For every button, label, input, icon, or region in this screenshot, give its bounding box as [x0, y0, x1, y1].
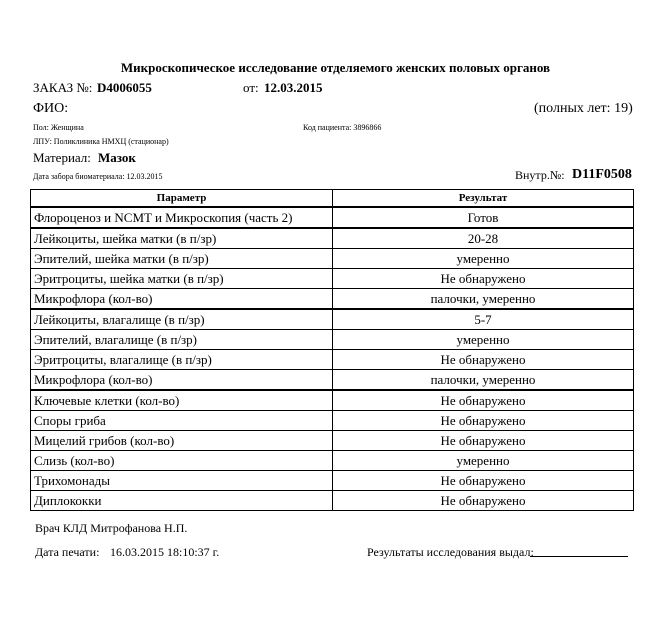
table-row — [31, 289, 634, 310]
param-cell: Микрофлора (кол-во) — [31, 370, 333, 391]
param-cell: Лейкоциты, влагалище (в п/зр) — [31, 309, 333, 330]
param-cell: Эпителий, влагалище (в п/зр) — [31, 330, 333, 350]
table-row — [31, 350, 634, 370]
result-cell: Готов — [333, 207, 634, 228]
result-cell: Не обнаружено — [333, 390, 634, 411]
param-cell: Эпителий, шейка матки (в п/зр) — [31, 249, 333, 269]
material-value: Мазок — [98, 150, 136, 165]
param-cell: Эритроциты, влагалище (в п/зр) — [31, 350, 333, 370]
table-header-row — [31, 190, 634, 208]
result-cell: палочки, умеренно — [333, 370, 634, 391]
signature-line — [530, 556, 628, 557]
table-row — [31, 249, 634, 269]
doctor-name: Врач КЛД Митрофанова Н.П. — [35, 521, 188, 535]
print-date-label: Дата печати: — [35, 545, 100, 559]
patient-age: (полных лет: 19) — [534, 101, 633, 116]
result-cell: умеренно — [333, 330, 634, 350]
column-header-result: Результат — [333, 190, 634, 208]
patient-code: Код пациента: 3896866 — [303, 123, 382, 132]
material-label: Материал: — [33, 150, 91, 165]
result-cell: Не обнаружено — [333, 491, 634, 511]
table-row — [31, 390, 634, 411]
param-cell: Микрофлора (кол-во) — [31, 289, 333, 310]
table-row — [31, 491, 634, 511]
order-label: ЗАКАЗ №: — [33, 80, 93, 95]
result-cell: умеренно — [333, 249, 634, 269]
param-cell: Диплококки — [31, 491, 333, 511]
clinic: ЛПУ: Поликлиника НМХЦ (стационар) — [33, 137, 169, 146]
result-cell: Не обнаружено — [333, 471, 634, 491]
param-cell: Ключевые клетки (кол-во) — [31, 390, 333, 411]
result-cell: Не обнаружено — [333, 269, 634, 289]
patient-sex: Пол: Женщина — [33, 123, 84, 132]
results-table — [30, 189, 634, 511]
table-row — [31, 431, 634, 451]
table-row — [31, 228, 634, 249]
sample-date: Дата забора биоматериала: 12.03.2015 — [33, 172, 163, 181]
param-cell: Слизь (кол-во) — [31, 451, 333, 471]
result-cell: 20-28 — [333, 228, 634, 249]
column-header-param: Параметр — [31, 190, 333, 208]
page-title: Микроскопическое исследование отделяемого женских половых органов — [120, 60, 551, 75]
param-cell: Лейкоциты, шейка матки (в п/зр) — [31, 228, 333, 249]
table-row — [31, 411, 634, 431]
issued-by-label: Результаты исследования выдал: — [367, 545, 534, 559]
order-number: D4006055 — [97, 80, 152, 95]
order-date: 12.03.2015 — [264, 80, 323, 95]
table-row — [31, 471, 634, 491]
order-date-label: от: — [243, 80, 259, 95]
param-cell: Эритроциты, шейка матки (в п/зр) — [31, 269, 333, 289]
fio-label: ФИО: — [33, 101, 69, 116]
table-row — [31, 330, 634, 350]
table-row — [31, 309, 634, 330]
result-cell: палочки, умеренно — [333, 289, 634, 310]
result-cell: 5-7 — [333, 309, 634, 330]
param-cell: Флороценоз и NCMT и Микроскопия (часть 2) — [31, 207, 333, 228]
print-date: 16.03.2015 18:10:37 г. — [110, 545, 220, 559]
result-cell: Не обнаружено — [333, 411, 634, 431]
result-cell: Не обнаружено — [333, 431, 634, 451]
param-cell: Мицелий грибов (кол-во) — [31, 431, 333, 451]
internal-number: D11F0508 — [572, 167, 632, 182]
table-row — [31, 207, 634, 228]
internal-number-label: Внутр.№: — [515, 168, 565, 182]
result-cell: Не обнаружено — [333, 350, 634, 370]
param-cell: Споры гриба — [31, 411, 333, 431]
table-row — [31, 269, 634, 289]
param-cell: Трихомонады — [31, 471, 333, 491]
table-row — [31, 370, 634, 391]
result-cell: умеренно — [333, 451, 634, 471]
table-row — [31, 451, 634, 471]
